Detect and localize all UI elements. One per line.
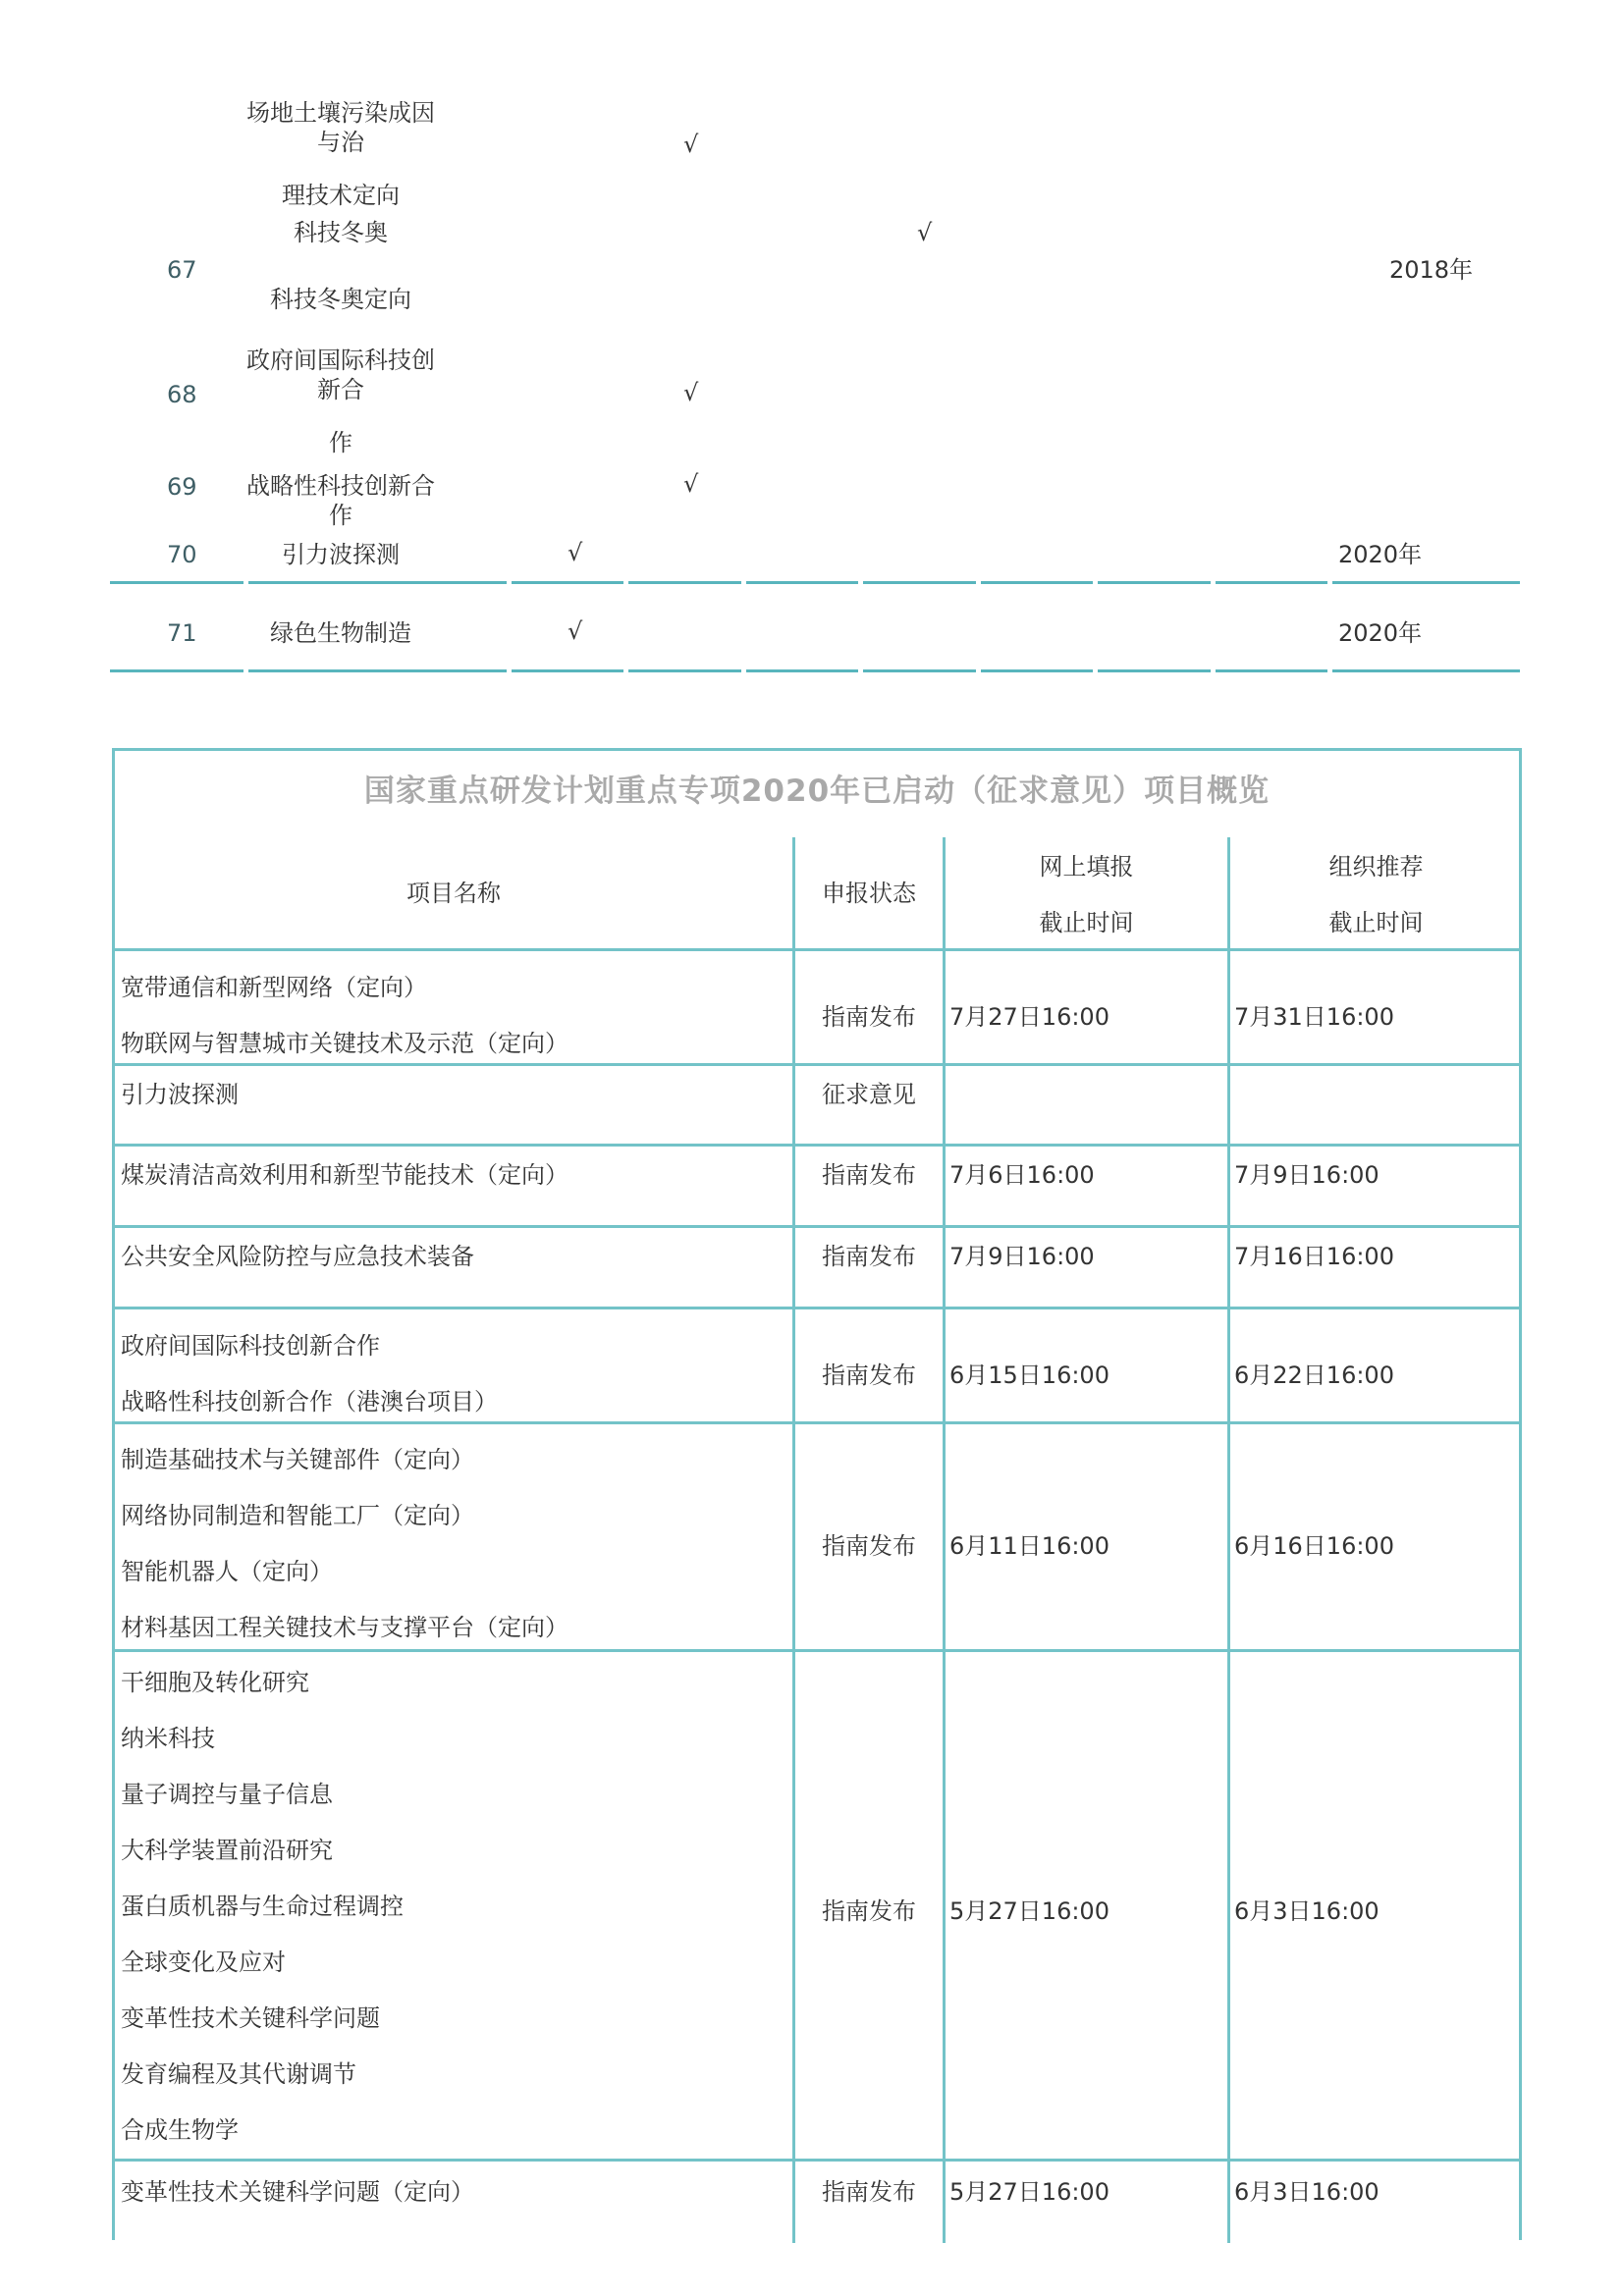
project-name: 纳米科技 (121, 1725, 215, 1752)
online-deadline-cell: 7月27日16:00 (949, 1003, 1109, 1031)
check-mark: √ (917, 219, 933, 246)
recommend-deadline-cell: 7月31日16:00 (1234, 1003, 1394, 1031)
divider (1332, 581, 1520, 584)
online-deadline-cell: 6月11日16:00 (949, 1532, 1109, 1560)
table-row-name (243, 346, 439, 457)
name-line: 理技术定向 (282, 182, 400, 209)
divider (1332, 669, 1520, 672)
table-row-names (121, 1432, 568, 1656)
column-divider (943, 837, 946, 2243)
row-divider (115, 1063, 1519, 1066)
online-deadline-cell: 5月27日16:00 (949, 1897, 1109, 1925)
year: 2018年 (1389, 256, 1474, 284)
status-cell: 指南发布 (822, 1362, 916, 1389)
project-name: 量子调控与量子信息 (121, 1781, 333, 1808)
header-line: 网上填报 (1039, 853, 1134, 881)
header-project-name: 项目名称 (406, 880, 501, 907)
divider (248, 669, 507, 672)
row-divider (115, 1144, 1519, 1147)
status-cell: 指南发布 (822, 1161, 916, 1189)
online-deadline-cell: 7月9日16:00 (949, 1243, 1095, 1270)
row-number: 68 (167, 381, 197, 408)
recommend-deadline-cell: 7月9日16:00 (1234, 1161, 1380, 1189)
project-name: 大科学装置前沿研究 (121, 1837, 333, 1864)
row-divider (115, 1307, 1519, 1309)
divider (512, 581, 623, 584)
project-name: 变革性技术关键科学问题（定向） (121, 2178, 474, 2206)
online-deadline-cell: 7月6日16:00 (949, 1161, 1095, 1189)
recommend-deadline-cell: 6月16日16:00 (1234, 1532, 1394, 1560)
check-mark: √ (568, 539, 583, 566)
project-name: 合成生物学 (121, 2116, 239, 2144)
divider (110, 581, 243, 584)
divider (1216, 581, 1327, 584)
project-name: 制造基础技术与关键部件（定向） (121, 1446, 474, 1473)
divider (863, 669, 976, 672)
status-cell: 指南发布 (822, 1532, 916, 1560)
divider (628, 581, 741, 584)
row-divider (115, 1225, 1519, 1228)
project-name: 全球变化及应对 (121, 1949, 286, 1976)
row-number: 67 (167, 256, 197, 284)
project-name: 公共安全风险防控与应急技术装备 (121, 1243, 474, 1270)
project-name: 发育编程及其代谢调节 (121, 2060, 356, 2088)
project-name: 智能机器人（定向） (121, 1558, 333, 1585)
name-line: 场地土壤污染成因与治 (246, 99, 435, 156)
row-number: 70 (167, 541, 197, 568)
table-row-name: 科技冬奥 (294, 219, 388, 246)
overview-table (112, 748, 1522, 2240)
project-name: 引力波探测 (121, 1081, 239, 1108)
divider (746, 581, 858, 584)
project-name: 政府间国际科技创新合作 (121, 1332, 380, 1360)
recommend-deadline-cell: 6月3日16:00 (1234, 2178, 1380, 2206)
row-divider (115, 1421, 1519, 1424)
table-row-name: 科技冬奥定向 (270, 286, 411, 313)
recommend-deadline-cell: 6月3日16:00 (1234, 1897, 1380, 1925)
check-mark: √ (683, 131, 699, 158)
table-row-name (243, 98, 439, 210)
check-mark: √ (683, 379, 699, 406)
header-recommend-deadline (1230, 852, 1522, 937)
column-divider (1227, 837, 1230, 2243)
project-name: 网络协同制造和智能工厂（定向） (121, 1502, 474, 1529)
project-name: 宽带通信和新型网络（定向） (121, 974, 427, 1001)
header-online-deadline (946, 852, 1227, 937)
status-cell: 指南发布 (822, 2178, 916, 2206)
divider (512, 669, 623, 672)
name-line: 作 (329, 429, 352, 456)
divider (981, 669, 1093, 672)
check-mark: √ (683, 470, 699, 498)
recommend-deadline-cell: 6月22日16:00 (1234, 1362, 1394, 1389)
recommend-deadline-cell: 7月16日16:00 (1234, 1243, 1394, 1270)
row-divider (115, 948, 1519, 951)
row-number: 71 (167, 619, 197, 647)
status-cell: 指南发布 (822, 1897, 916, 1925)
check-mark: √ (568, 617, 583, 645)
table-row-name: 战略性科技创新合作 (246, 472, 435, 529)
online-deadline-cell: 6月15日16:00 (949, 1362, 1109, 1389)
header-line: 组织推荐 (1328, 853, 1424, 881)
row-divider (115, 2159, 1519, 2162)
name-line: 政府间国际科技创新合 (246, 347, 435, 403)
project-name: 蛋白质机器与生命过程调控 (121, 1893, 404, 1920)
year: 2020年 (1338, 541, 1423, 568)
online-deadline-cell: 5月27日16:00 (949, 2178, 1109, 2206)
divider (628, 669, 741, 672)
project-name: 变革性技术关键科学问题 (121, 2004, 380, 2032)
project-name: 战略性科技创新合作（港澳台项目） (121, 1388, 498, 1415)
divider (248, 581, 507, 584)
row-divider (115, 1649, 1519, 1652)
divider (981, 581, 1093, 584)
divider (1098, 581, 1211, 584)
table-row-names (121, 1655, 404, 2159)
project-name: 煤炭清洁高效利用和新型节能技术（定向） (121, 1161, 568, 1189)
project-name: 物联网与智慧城市关键技术及示范（定向） (121, 1030, 568, 1057)
header-line: 截止时间 (1039, 909, 1134, 936)
status-cell: 指南发布 (822, 1003, 916, 1031)
table-title: 国家重点研发计划重点专项2020年已启动（征求意见）项目概览 (363, 774, 1271, 809)
project-name: 材料基因工程关键技术与支撑平台（定向） (121, 1614, 568, 1641)
table-row-names (121, 1062, 239, 1127)
project-name: 干细胞及转化研究 (121, 1669, 309, 1696)
year: 2020年 (1338, 619, 1423, 647)
header-line: 截止时间 (1328, 909, 1424, 936)
status-cell: 指南发布 (822, 1243, 916, 1270)
table-row-name: 绿色生物制造 (270, 619, 411, 647)
header-status: 申报状态 (822, 880, 916, 907)
divider (1216, 669, 1327, 672)
table-row-names (121, 960, 568, 1072)
divider (863, 581, 976, 584)
divider (746, 669, 858, 672)
column-divider (792, 837, 795, 2243)
table-row-name: 引力波探测 (282, 541, 400, 568)
status-cell: 征求意见 (822, 1081, 916, 1108)
table-row-names (121, 1318, 498, 1430)
row-number: 69 (167, 473, 197, 501)
divider (110, 669, 243, 672)
divider (1098, 669, 1211, 672)
